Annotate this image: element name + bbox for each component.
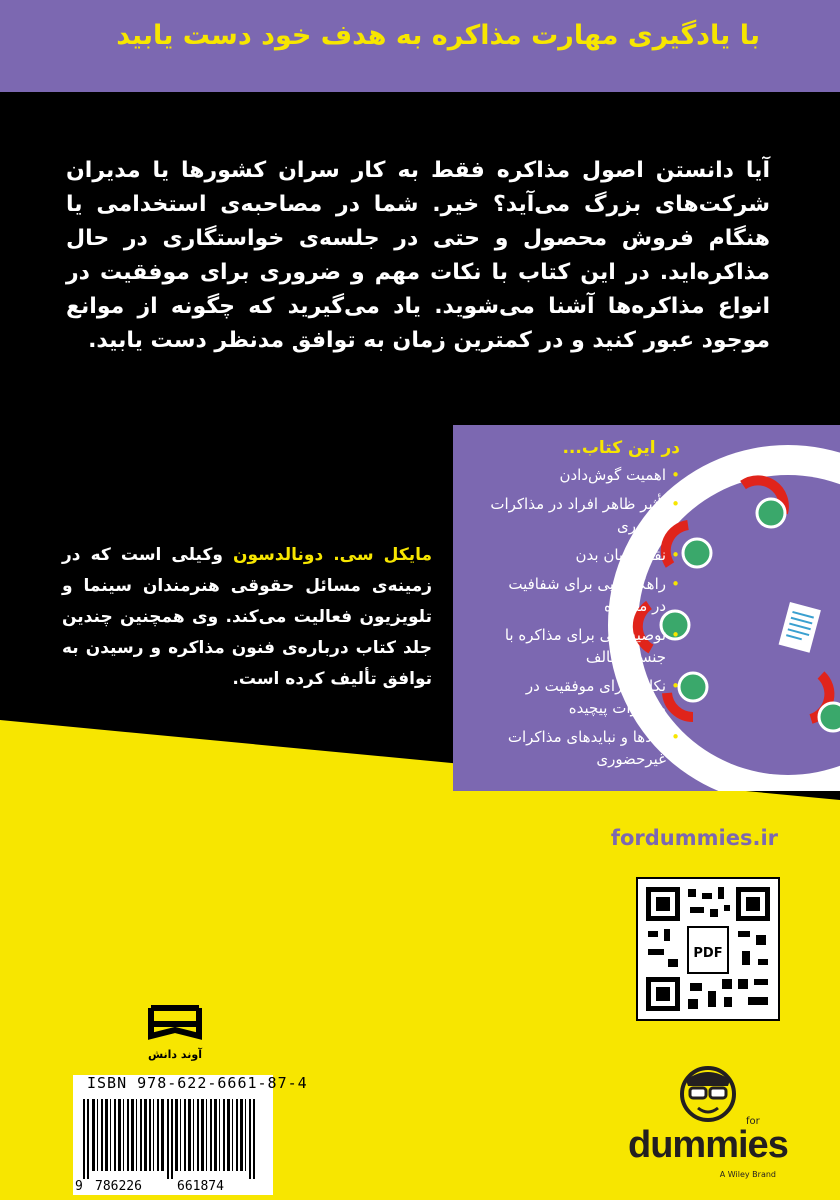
pdf-badge: PDF — [693, 946, 723, 961]
qr-code[interactable] — [636, 877, 780, 1021]
in-this-book-heading: در این کتاب... — [562, 438, 680, 458]
tagline: با یادگیری مهارت مذاکره به هدف خود دست یابید — [116, 20, 760, 51]
author-bio-text: وکیلی است که در زمینه‌ی مسائل حقوقی هنرمندان سینما و تلویزیون فعالیت می‌کند. وی همچنین چندین جلد کتاب درباره‌ی فنون مذاکره و رسیدن به توافق تألیف کرده است. — [62, 545, 432, 689]
in-this-book-list — [490, 438, 680, 777]
barcode-digit-left: 9 — [75, 1179, 83, 1194]
list-item: • توصیه‌هایی برای مذاکره با جنس مخالف — [490, 624, 680, 668]
barcode-digits-right: 661874 — [177, 1179, 224, 1194]
list-item: • اهمیت گوش‌دادن — [490, 464, 680, 486]
publisher-icon — [145, 1002, 205, 1042]
list-item: • تأثیر ظاهر افراد در مذاکرات حضوری — [490, 493, 680, 537]
author-name: مایکل سی. دونالدسون — [233, 545, 433, 565]
header-band — [0, 0, 840, 92]
barcode-bars — [83, 1099, 263, 1179]
qr-pattern — [638, 879, 778, 1019]
dummies-man-icon — [628, 1058, 788, 1128]
list-item: • راهکارهایی برای شفافیت در مذاکره — [490, 573, 680, 617]
wiley-brand-text: A Wiley Brand — [719, 1170, 776, 1179]
barcode-digits-mid: 786226 — [95, 1179, 142, 1194]
list-item: • نقش زبان بدن — [490, 544, 680, 566]
publisher-name: آوند دانش — [147, 1048, 203, 1061]
intro-paragraph: آیا دانستن اصول مذاکره فقط به کار سران کشورها یا مدیران شرکت‌های بزرگ می‌آید؟ خیر. شما در مصاحبه‌ی استخدامی یا هنگام فروش محصول و حتی در جلسه‌ی خواستگاری در حال مذاکره‌اید. در این کتاب با نکات مهم و ضروری برای موفقیت در انواع مذاکره‌ها آشنا می‌شوید. یاد می‌گیرید که چگونه از موانع موجود عبور کنید و در کمترین زمان به توافق مدنظر دست یابید. — [66, 158, 770, 353]
publisher-logo — [140, 1002, 210, 1061]
dummies-wordmark: dummies — [628, 1124, 788, 1166]
dummies-for-text: for — [746, 1116, 760, 1127]
list-item: • نکاتی برای موفقیت در مذاکرات پیچیده — [490, 675, 680, 719]
website-link[interactable]: fordummies.ir — [610, 826, 778, 850]
isbn-number: ISBN 978-622-6661-87-4 — [87, 1074, 308, 1092]
dummies-logo — [628, 1058, 788, 1188]
barcode — [73, 1075, 273, 1195]
author-bio — [62, 540, 432, 695]
list-item: • بایدها و نبایدهای مذاکرات غیرحضوری — [490, 726, 680, 770]
